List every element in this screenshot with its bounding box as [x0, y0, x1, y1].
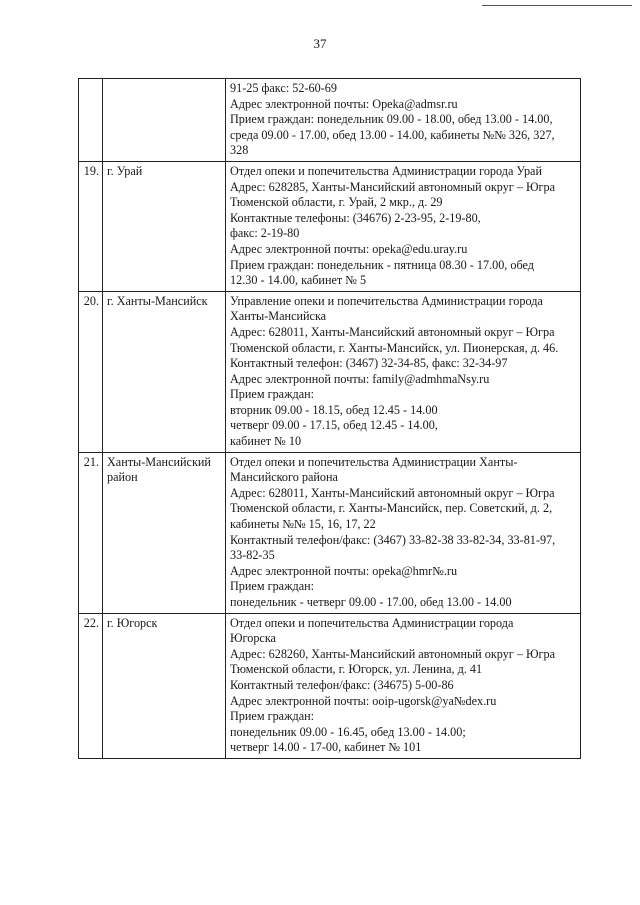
contact-info-line: кабинет № 10 [230, 434, 302, 449]
contact-info-line: Отдел опеки и попечительства Администрации Ханты- [230, 454, 518, 469]
row-contact-info [226, 161, 581, 291]
row-contact-info [226, 79, 581, 162]
contact-info-line: Контактный телефон/факс: (3467) 33-82-38 33-82-34, 33-81-97, [230, 532, 556, 547]
contact-info-line: Адрес: 628011, Ханты-Мансийский автономный округ – Югра [230, 485, 555, 500]
table-row [79, 452, 581, 613]
contact-info-line: Прием граждан: [230, 387, 315, 402]
contact-info-line: факс: 2-19-80 [230, 226, 300, 241]
contact-info-line: 12.30 - 14.00, кабинет № 5 [230, 273, 367, 288]
table-row [79, 613, 581, 758]
table-row [79, 291, 581, 452]
row-number: 21. [79, 452, 103, 613]
contact-info-line: Прием граждан: понедельник - пятница 08.30 - 17.00, обед [230, 257, 534, 272]
table-row [79, 79, 581, 162]
contact-info-line: Тюменской области, г. Ханты-Мансийск, ул. Пионерская, д. 46. [230, 340, 559, 355]
contact-info-line: Отдел опеки и попечительства Администрации города Урай [230, 163, 542, 178]
contact-info-line: Прием граждан: [230, 709, 315, 724]
contact-info-line: вторник 09.00 - 18.15, обед 12.45 - 14.00 [230, 402, 438, 417]
row-number: 22. [79, 613, 103, 758]
contact-info-line: понедельник 09.00 - 16.45, обед 13.00 - 14.00; [230, 724, 466, 739]
contact-info-line: четверг 14.00 - 17-00, кабинет № 101 [230, 740, 422, 755]
contact-info-line: среда 09.00 - 17.00, обед 13.00 - 14.00, кабинеты №№ 326, 327, [230, 127, 555, 142]
contact-info-line: Адрес электронной почты: ooip-ugorsk@ya№dex.ru [230, 693, 497, 708]
contact-info-line: Тюменской области, г. Ханты-Мансийск, пер. Советский, д. 2, [230, 501, 553, 516]
row-contact-info [226, 613, 581, 758]
row-municipality: Ханты-Мансийский район [103, 452, 226, 613]
contacts-table [78, 78, 581, 759]
contact-info-line: Ханты-Мансийска [230, 309, 327, 324]
row-number: 19. [79, 161, 103, 291]
contact-info-line: Отдел опеки и попечительства Администрации города [230, 615, 514, 630]
contact-info-line: кабинеты №№ 15, 16, 17, 22 [230, 517, 376, 532]
contact-info-line: Контактный телефон/факс: (34675) 5-00-86 [230, 677, 454, 692]
contact-info-line: Контактный телефон: (3467) 32-34-85, факс: 32-34-97 [230, 356, 508, 371]
contacts-table-body [79, 79, 581, 759]
row-contact-info [226, 291, 581, 452]
contact-info-line: 91-25 факс: 52-60-69 [230, 81, 337, 95]
contact-info-line: Адрес электронной почты: Opeka@admsr.ru [230, 96, 458, 111]
contact-info-line: Адрес электронной почты: opeka@hmr№.ru [230, 563, 458, 578]
contact-info-line: 328 [230, 143, 249, 158]
row-municipality [103, 79, 226, 162]
page-number: 37 [313, 36, 327, 51]
contact-info-line: Управление опеки и попечительства Администрации города [230, 293, 543, 308]
row-municipality: г. Урай [103, 161, 226, 291]
contact-info-line: Прием граждан: [230, 579, 315, 594]
contact-info-line: Тюменской области, г. Югорск, ул. Ленина, д. 41 [230, 662, 483, 677]
contact-info-line: Тюменской области, г. Урай, 2 мкр., д. 29 [230, 195, 443, 210]
contact-info-line: Мансийского района [230, 470, 338, 485]
contact-info-line: четверг 09.00 - 17.15, обед 12.45 - 14.00, [230, 418, 438, 433]
row-municipality: г. Ханты-Мансийск [103, 291, 226, 452]
row-number [79, 79, 103, 162]
contact-info-line: Югорска [230, 631, 276, 646]
row-contact-info [226, 452, 581, 613]
table-row [79, 161, 581, 291]
row-number: 20. [79, 291, 103, 452]
contact-info-line: Адрес: 628011, Ханты-Мансийский автономный округ – Югра [230, 324, 555, 339]
contact-info-line: Адрес: 628285, Ханты-Мансийский автономный округ – Югра [230, 179, 556, 194]
contact-info-line: Контактные телефоны: (34676) 2-23-95, 2-19-80, [230, 210, 481, 225]
contact-info-line: Адрес электронной почты: opeka@edu.uray.ru [230, 241, 468, 256]
contact-info-line: Прием граждан: понедельник 09.00 - 18.00, обед 13.00 - 14.00, [230, 112, 553, 127]
contact-info-line: понедельник - четверг 09.00 - 17.00, обед 13.00 - 14.00 [230, 595, 512, 609]
contact-info-line: Адрес электронной почты: family@admhmaNsy.ru [230, 371, 490, 386]
contact-info-line: 33-82-35 [230, 548, 275, 563]
contact-info-line: Адрес: 628260, Ханты-Мансийский автономный округ – Югра [230, 646, 556, 661]
header-rule [482, 5, 632, 6]
row-municipality: г. Югорск [103, 613, 226, 758]
